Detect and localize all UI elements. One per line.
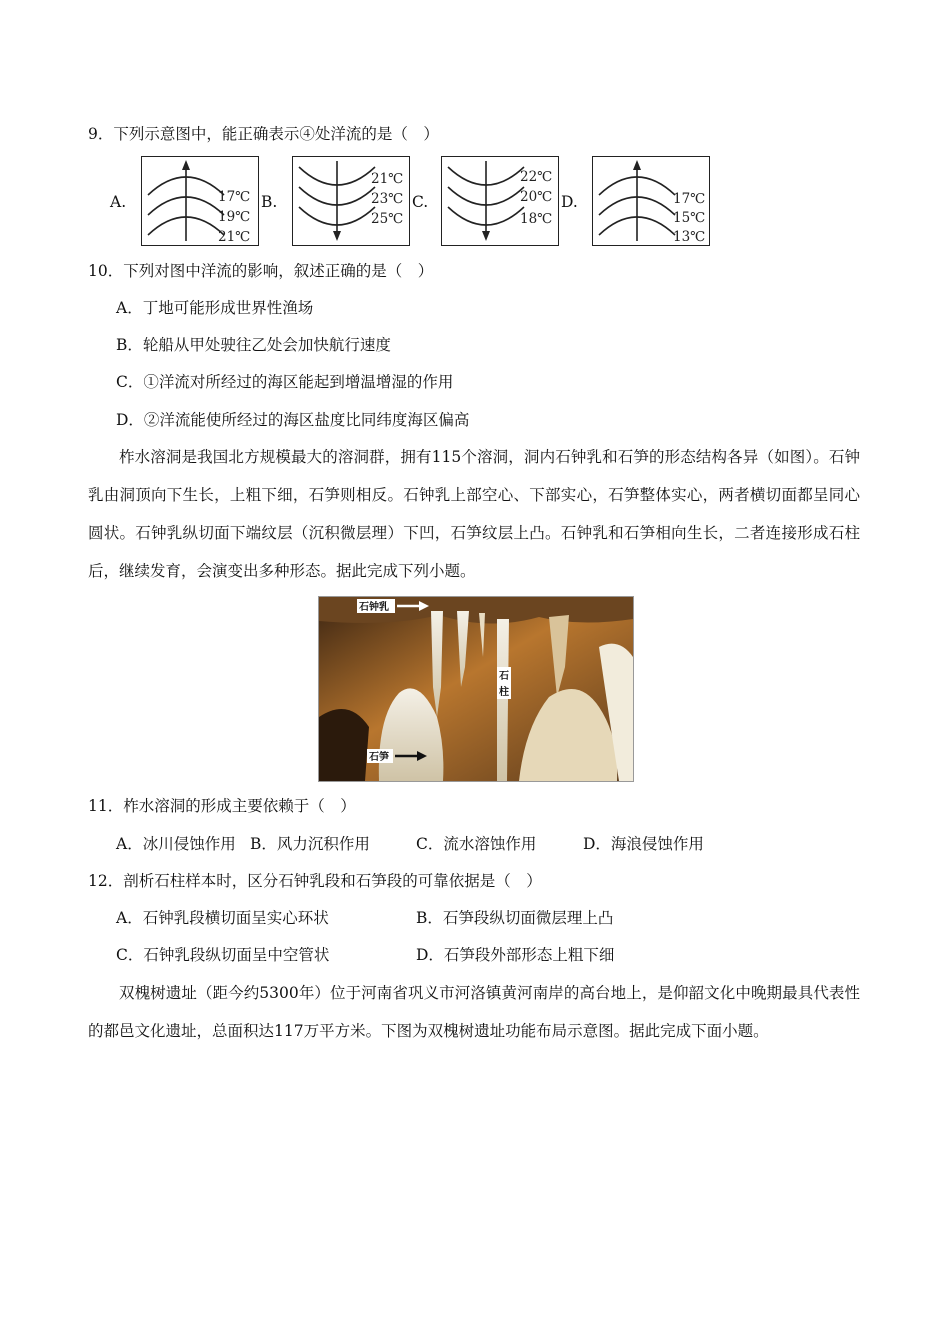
label-stalactite: 石钟乳 — [359, 602, 389, 613]
temp-label: 18℃ — [520, 211, 553, 227]
label-stalagmite: 石笋 — [369, 752, 389, 763]
passage-karst-cave: 柞水溶洞是我国北方规模最大的溶洞群，拥有115个溶洞，洞内石钟乳和石笋的形态结构各异（如图）。石钟乳由洞顶向下生长，上粗下细，石笋则相反。石钟乳上部空心、下部实心，石笋整体实心，两者横切面都呈同心圆状。石钟乳纵切面下端纹层（沉积微层理）下凹，石笋纹层上凸。石钟乳和石笋相向生长，二者连接形成石柱后，继续发育，会演变出多种形态。据此完成下列小题。 — [88, 448, 860, 580]
temp-label: 21℃ — [218, 229, 251, 245]
q12-option-b[interactable]: B．石笋段纵切面微层理上凸 — [416, 909, 614, 927]
q11-option-a[interactable]: A．冰川侵蚀作用 — [116, 835, 236, 853]
temp-label: 23℃ — [371, 191, 404, 207]
q12-option-d[interactable]: D．石笋段外部形态上粗下细 — [416, 946, 615, 964]
q9-diagram-c[interactable] — [441, 156, 559, 246]
q11-option-c[interactable]: C．流水溶蚀作用 — [416, 835, 537, 853]
cave-photo — [318, 596, 634, 782]
temp-label: 20℃ — [520, 189, 553, 205]
q12-stem: 12．剖析石柱样本时，区分石钟乳段和石笋段的可靠依据是（ ） — [88, 872, 542, 890]
q10-stem: 10．下列对图中洋流的影响，叙述正确的是（ ） — [88, 262, 434, 280]
q12-option-c[interactable]: C．石钟乳段纵切面呈中空管状 — [116, 946, 330, 964]
q9-option-a-label[interactable]: A. — [110, 193, 127, 211]
temp-label: 21℃ — [371, 171, 404, 187]
q9-option-c-label[interactable]: C. — [412, 193, 429, 211]
temp-label: 22℃ — [520, 169, 553, 185]
q10-option-d[interactable]: D．②洋流能使所经过的海区盐度比同纬度海区偏高 — [116, 411, 470, 429]
q12-option-a[interactable]: A．石钟乳段横切面呈实心环状 — [116, 909, 329, 927]
q9-option-d-label[interactable]: D. — [561, 193, 578, 211]
q11-option-b[interactable]: B．风力沉积作用 — [250, 835, 370, 853]
temp-label: 17℃ — [218, 189, 251, 205]
temp-label: 17℃ — [673, 191, 706, 207]
temp-label: 15℃ — [673, 210, 706, 226]
q9-option-b-label[interactable]: B. — [261, 193, 278, 211]
q9-diagram-d[interactable] — [592, 156, 710, 246]
temp-label: 19℃ — [218, 209, 251, 225]
q9-stem: 9．下列示意图中，能正确表示④处洋流的是（ ） — [88, 125, 439, 143]
q10-option-a[interactable]: A．丁地可能形成世界性渔场 — [116, 299, 314, 317]
temp-label: 13℃ — [673, 229, 706, 245]
temp-label: 25℃ — [371, 211, 404, 227]
label-column-2: 柱 — [499, 687, 509, 698]
q10-option-c[interactable]: C．①洋流对所经过的海区能起到增温增湿的作用 — [116, 373, 454, 391]
q11-stem: 11．柞水溶洞的形成主要依赖于（ ） — [88, 797, 356, 815]
q9-diagram-b[interactable] — [292, 156, 410, 246]
passage-shuanghuaishu-site: 双槐树遗址（距今约5300年）位于河南省巩义市河洛镇黄河南岸的高台地上，是仰韶文化中晚期最具代表性的都邑文化遗址，总面积达117万平方米。下图为双槐树遗址功能布局示意图。据此完成下面小题。 — [88, 984, 860, 1040]
q9-diagram-a[interactable] — [141, 156, 259, 246]
label-column-1: 石 — [499, 671, 509, 682]
q10-option-b[interactable]: B．轮船从甲处驶往乙处会加快航行速度 — [116, 336, 391, 354]
q11-option-d[interactable]: D．海浪侵蚀作用 — [583, 835, 704, 853]
